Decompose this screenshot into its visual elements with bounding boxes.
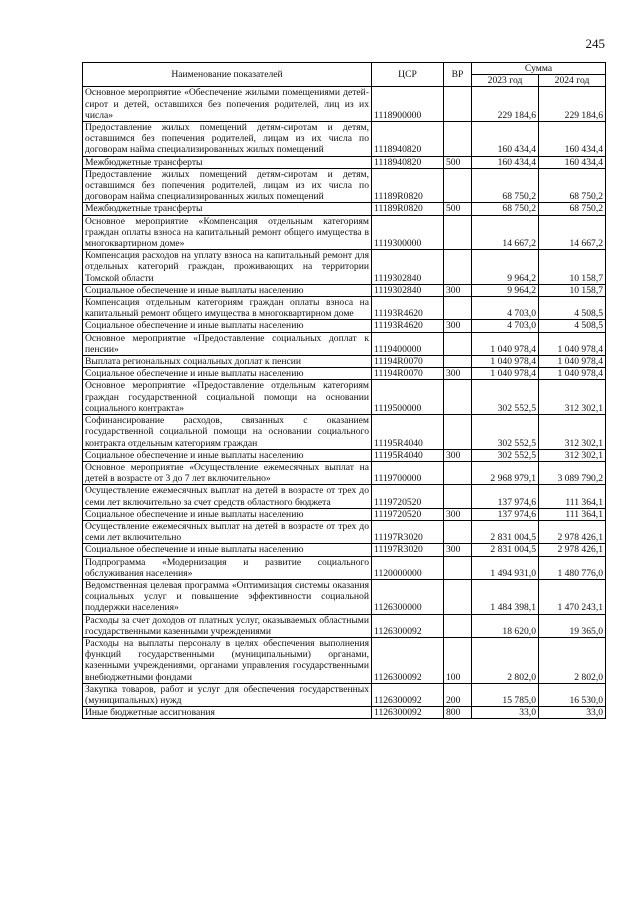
table-row (83, 297, 606, 320)
row-name: Социальное обеспечение и иные выплаты населению (83, 284, 372, 296)
table-row (83, 87, 606, 122)
row-sum-2024: 2 978 426,1 (539, 544, 606, 556)
row-vr-code: 300 (444, 284, 472, 296)
table-header (83, 63, 606, 87)
row-sum-2023: 160 434,4 (472, 156, 539, 168)
table-row (83, 683, 606, 706)
row-vr-code (444, 215, 472, 250)
row-sum-2023: 302 552,5 (472, 449, 539, 461)
row-vr-code: 300 (444, 368, 472, 380)
row-sum-2023: 9 964,2 (472, 284, 539, 296)
row-name: Основное мероприятие «Предоставление социальных доплат к пенсии» (83, 332, 372, 355)
row-name: Расходы за счет доходов от платных услуг, оказываемых областными государственными казенными учреждениями (83, 614, 372, 637)
row-sum-2024: 160 434,4 (539, 122, 606, 157)
header-csr: ЦСР (372, 63, 444, 87)
row-vr-code (444, 461, 472, 484)
row-csr-code: 1126300092 (372, 637, 444, 683)
table-row (83, 637, 606, 683)
row-csr-code: 11193R4620 (372, 320, 444, 332)
row-csr-code: 1126300092 (372, 614, 444, 637)
row-csr-code: 1119302840 (372, 250, 444, 285)
header-name: Наименование показателей (83, 63, 372, 87)
row-name: Социальное обеспечение и иные выплаты населению (83, 320, 372, 332)
row-name: Предоставление жилых помещений детям-сиротам и детям, оставшимся без попечения родителей, лицам из их числа по договорам найма специализированных жилых помещений (83, 168, 372, 203)
row-sum-2024: 68 750,2 (539, 168, 606, 203)
row-csr-code: 1119300000 (372, 215, 444, 250)
header-sum: Сумма (472, 63, 606, 75)
table-row (83, 250, 606, 285)
row-sum-2023: 160 434,4 (472, 122, 539, 157)
table-row (83, 168, 606, 203)
table-row (83, 368, 606, 380)
table-row (83, 332, 606, 355)
row-vr-code (444, 122, 472, 157)
row-name: Закупка товаров, работ и услуг для обеспечения государственных (муниципальных) нужд (83, 683, 372, 706)
row-csr-code: 1120000000 (372, 556, 444, 579)
page-number: 245 (585, 36, 605, 51)
row-vr-code (444, 250, 472, 285)
row-sum-2023: 33,0 (472, 707, 539, 719)
row-sum-2024: 1 470 243,1 (539, 579, 606, 614)
row-name: Подпрограмма «Модернизация и развитие социального обслуживания населения» (83, 556, 372, 579)
table-row (83, 556, 606, 579)
table-row (83, 579, 606, 614)
row-csr-code: 11189R0820 (372, 203, 444, 215)
row-vr-code: 500 (444, 156, 472, 168)
row-vr-code (444, 87, 472, 122)
row-name: Иные бюджетные ассигнования (83, 707, 372, 719)
row-csr-code: 11197R3020 (372, 520, 444, 543)
table-row (83, 461, 606, 484)
row-name: Основное мероприятие «Компенсация отдельным категориям граждан оплаты взноса на капитальный ремонт общего имущества в многоквартирном доме» (83, 215, 372, 250)
row-vr-code (444, 380, 472, 415)
row-csr-code: 11189R0820 (372, 168, 444, 203)
row-sum-2024: 4 508,5 (539, 297, 606, 320)
row-vr-code (444, 415, 472, 450)
row-vr-code: 100 (444, 637, 472, 683)
row-name: Ведомственная целевая программа «Оптимизация системы оказания социальных услуг и повышение эффективности социальной поддержки населения» (83, 579, 372, 614)
row-sum-2024: 1 480 776,0 (539, 556, 606, 579)
row-sum-2024: 160 434,4 (539, 156, 606, 168)
row-sum-2023: 1 484 398,1 (472, 579, 539, 614)
row-name: Осуществление ежемесячных выплат на детей в возрасте от трех до семи лет включительно (83, 520, 372, 543)
row-name: Социальное обеспечение и иные выплаты населению (83, 449, 372, 461)
row-vr-code (444, 168, 472, 203)
row-name: Компенсация отдельным категориям граждан оплаты взноса на капитальный ремонт общего имущества в многоквартирном доме (83, 297, 372, 320)
row-name: Предоставление жилых помещений детям-сиротам и детям, оставшимся без попечения родителей, лицам из их числа по договорам найма специализированных жилых помещений (83, 122, 372, 157)
header-year-2024: 2024 год (539, 75, 606, 87)
table-row (83, 614, 606, 637)
row-name: Компенсация расходов на уплату взноса на капитальный ремонт для отдельных категорий граждан, проживающих на территории Томской области (83, 250, 372, 285)
table-row (83, 520, 606, 543)
row-vr-code: 300 (444, 449, 472, 461)
row-sum-2024: 111 364,1 (539, 508, 606, 520)
row-name: Основное мероприятие «Предоставление отдельным категориям граждан государственной социальной помощи на основании социального контракта» (83, 380, 372, 415)
row-sum-2023: 4 703,0 (472, 320, 539, 332)
row-sum-2024: 16 530,0 (539, 683, 606, 706)
row-sum-2023: 2 831 004,5 (472, 544, 539, 556)
row-sum-2024: 312 302,1 (539, 449, 606, 461)
row-vr-code: 300 (444, 508, 472, 520)
row-sum-2024: 1 040 978,4 (539, 356, 606, 368)
row-csr-code: 11194R0070 (372, 368, 444, 380)
row-csr-code: 11195R4040 (372, 449, 444, 461)
row-vr-code (444, 579, 472, 614)
table-row (83, 122, 606, 157)
row-sum-2024: 68 750,2 (539, 203, 606, 215)
row-csr-code: 1119500000 (372, 380, 444, 415)
row-csr-code: 1119302840 (372, 284, 444, 296)
table-row (83, 156, 606, 168)
row-sum-2023: 137 974,6 (472, 508, 539, 520)
row-sum-2024: 33,0 (539, 707, 606, 719)
table-row (83, 508, 606, 520)
row-sum-2023: 229 184,6 (472, 87, 539, 122)
row-sum-2023: 4 703,0 (472, 297, 539, 320)
row-sum-2023: 68 750,2 (472, 168, 539, 203)
row-csr-code: 1119720520 (372, 485, 444, 508)
row-vr-code (444, 356, 472, 368)
row-sum-2023: 15 785,0 (472, 683, 539, 706)
row-sum-2024: 10 158,7 (539, 250, 606, 285)
table-row (83, 485, 606, 508)
row-name: Расходы на выплаты персоналу в целях обеспечения выполнения функций государственными (муниципальными) органами, казенными учреждениями, органами управления государственными внебюджетными фондами (83, 637, 372, 683)
row-vr-code: 300 (444, 544, 472, 556)
row-sum-2024: 2 978 426,1 (539, 520, 606, 543)
row-name: Социальное обеспечение и иные выплаты населению (83, 544, 372, 556)
row-csr-code: 1126300092 (372, 707, 444, 719)
row-csr-code: 1126300000 (372, 579, 444, 614)
row-sum-2023: 18 620,0 (472, 614, 539, 637)
row-name: Социальное обеспечение и иные выплаты населению (83, 368, 372, 380)
row-sum-2023: 2 802,0 (472, 637, 539, 683)
row-csr-code: 1119400000 (372, 332, 444, 355)
header-year-2023: 2023 год (472, 75, 539, 87)
table-row (83, 320, 606, 332)
row-vr-code (444, 297, 472, 320)
row-sum-2024: 312 302,1 (539, 380, 606, 415)
table-row (83, 449, 606, 461)
row-sum-2024: 19 365,0 (539, 614, 606, 637)
row-name: Выплата региональных социальных доплат к пенсии (83, 356, 372, 368)
row-sum-2024: 14 667,2 (539, 215, 606, 250)
row-sum-2023: 14 667,2 (472, 215, 539, 250)
table-row (83, 356, 606, 368)
row-csr-code: 1119700000 (372, 461, 444, 484)
row-csr-code: 1118940820 (372, 122, 444, 157)
row-vr-code (444, 614, 472, 637)
row-csr-code: 1118940820 (372, 156, 444, 168)
row-name: Межбюджетные трансферты (83, 203, 372, 215)
table-row (83, 284, 606, 296)
row-sum-2023: 9 964,2 (472, 250, 539, 285)
row-vr-code: 500 (444, 203, 472, 215)
row-sum-2023: 1 040 978,4 (472, 332, 539, 355)
row-csr-code: 11195R4040 (372, 415, 444, 450)
row-sum-2023: 2 968 979,1 (472, 461, 539, 484)
row-sum-2024: 1 040 978,4 (539, 332, 606, 355)
budget-table (82, 62, 606, 719)
table-row (83, 415, 606, 450)
row-name: Софинансирование расходов, связанных с оказанием государственной социальной помощи на основании социального контракта отдельным категориям граждан (83, 415, 372, 450)
header-vr: ВР (444, 63, 472, 87)
table-row (83, 215, 606, 250)
table-row (83, 203, 606, 215)
row-csr-code: 1119720520 (372, 508, 444, 520)
row-sum-2023: 302 552,5 (472, 415, 539, 450)
row-name: Основное мероприятие «Обеспечение жилыми помещениями детей-сирот и детей, оставшихся без попечения родителей, лиц из их числа» (83, 87, 372, 122)
row-vr-code: 800 (444, 707, 472, 719)
row-sum-2024: 2 802,0 (539, 637, 606, 683)
row-sum-2023: 1 040 978,4 (472, 368, 539, 380)
row-vr-code: 200 (444, 683, 472, 706)
row-sum-2023: 137 974,6 (472, 485, 539, 508)
row-sum-2024: 312 302,1 (539, 415, 606, 450)
row-csr-code: 1126300092 (372, 683, 444, 706)
row-name: Основное мероприятие «Осуществление ежемесячных выплат на детей в возрасте от 3 до 7 лет включительно» (83, 461, 372, 484)
table-row (83, 380, 606, 415)
row-vr-code (444, 520, 472, 543)
row-csr-code: 1118900000 (372, 87, 444, 122)
row-csr-code: 11197R3020 (372, 544, 444, 556)
row-sum-2023: 2 831 004,5 (472, 520, 539, 543)
row-sum-2024: 229 184,6 (539, 87, 606, 122)
row-sum-2024: 10 158,7 (539, 284, 606, 296)
row-name: Осуществление ежемесячных выплат на детей в возрасте от трех до семи лет включительно за счет средств областного бюджета (83, 485, 372, 508)
row-vr-code (444, 485, 472, 508)
row-name: Межбюджетные трансферты (83, 156, 372, 168)
row-sum-2024: 111 364,1 (539, 485, 606, 508)
row-name: Социальное обеспечение и иные выплаты населению (83, 508, 372, 520)
row-vr-code: 300 (444, 320, 472, 332)
row-sum-2024: 3 089 790,2 (539, 461, 606, 484)
row-vr-code (444, 556, 472, 579)
table-body (83, 87, 606, 719)
row-sum-2024: 4 508,5 (539, 320, 606, 332)
row-sum-2023: 1 494 931,0 (472, 556, 539, 579)
row-csr-code: 11194R0070 (372, 356, 444, 368)
row-sum-2023: 68 750,2 (472, 203, 539, 215)
row-csr-code: 11193R4620 (372, 297, 444, 320)
table-row (83, 544, 606, 556)
row-sum-2023: 302 552,5 (472, 380, 539, 415)
row-vr-code (444, 332, 472, 355)
row-sum-2023: 1 040 978,4 (472, 356, 539, 368)
row-sum-2024: 1 040 978,4 (539, 368, 606, 380)
table-row (83, 707, 606, 719)
